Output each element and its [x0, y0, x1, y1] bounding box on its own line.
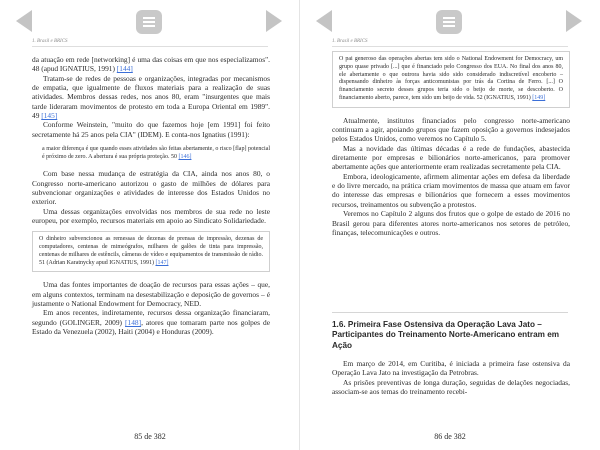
- quote-text: O pai generoso das operações abertas tem sido o National Endowment for Democracy, um grupo quase privado [...] que é financiado pelo Congresso dos EUA. No final dos anos 80, ele abertamente o que outrora havia sido sido considerado indiscretível encoberto – dispensando dinheiro às forças anticomunistas por trás da Cortina de Ferro. [...] O financiamento secreto desses grupos teria sido o beijo de morte, se descoberto. O financiamento aberto, parece, tem sido um beijo de vida. 52 (IGNATIUS, 1991): [339, 56, 563, 101]
- paragraph-text: Tratam-se de redes de pessoas e organizações, integradas por mecanismos de empatia, que igualmente de fluxos materiais para a realização de suas atividades. Membros dessas redes, nos anos 80, eram "insurgentes que mais tarde lideraram movimentos de protesto em toda a Europa Oriental em 1989". 49: [32, 73, 270, 120]
- running-head: 1. Brasil e BRICS: [332, 39, 368, 44]
- block-quote: [32, 146, 270, 162]
- page-number: 85 de 382: [134, 432, 166, 441]
- right-page-body: [332, 51, 570, 247]
- paragraph-text: da atuação em rede [networking] é uma das coisas em que nos especializamos". 48 (apud IGNATIUS, 1991): [32, 55, 270, 74]
- paragraph: Atualmente, institutos financiados pelo congresso norte-americano continuam a agir, apoiando grupos que fazem oposição a governos indesejados pelos Estados Unidos, como veremos no Capítulo 5.: [332, 115, 570, 144]
- paragraph: [32, 308, 270, 336]
- paragraph: [32, 55, 270, 73]
- page-number: 86 de 382: [434, 432, 466, 441]
- paragraph: Com base nessa mudança de estratégia da CIA, ainda nos anos 80, o Congresso norte-americano autorizou o gasto de milhões de dólares para subvencionar organizações e atividades de interesse dos Estados Unidos no exterior.: [32, 169, 270, 207]
- paragraph: Embora, ideologicamente, afirmem alimentar ações em defesa da liberdade e do livre mercado, na prática criam movimentos de massa que atuam em favor do interesse das empresas e bilionários que fornecem a esses movimentos recursos, treinamentos ou subvenção a protestos.: [332, 172, 570, 209]
- left-page-body: [32, 55, 270, 337]
- section-heading: 1.6. Primeira Fase Ostensiva da Operação Lava Jato – Participantes do Treinamento Norte-Americano entram em Ação: [332, 320, 560, 350]
- footnote-link[interactable]: [144]: [116, 64, 133, 74]
- prev-page-arrow-icon[interactable]: [316, 10, 332, 32]
- paragraph: Veremos no Capítulo 2 alguns dos frutos que o golpe de estado de 2016 no Brasil gerou para diferentes atores norte-americanos nos setores de petróleo, finanças, telecomunicações e outros.: [332, 209, 570, 237]
- left-nav-bar: [0, 10, 300, 36]
- quote-text: O dinheiro subvencionou as remessas de dezenas de prensas de impressão, dezenas de computadores, centenas de mimeógrafos, milhares de galões de tinta para impressão, centenas de milhares de estêncils, câmeras de vídeo e equipamentos de transmissão de rádio. 51 (Adrian Karatnycky apud IGNATIUS, 1991): [39, 236, 263, 266]
- block-quote-box: [32, 231, 270, 272]
- paragraph-text: Em anos recentes, indiretamente, recursos dessa organização financiaram, segundo (GOLINGER, 2009): [32, 308, 270, 327]
- footnote-link[interactable]: [147]: [155, 259, 169, 266]
- paragraph: Em março de 2014, em Curitiba, é iniciada a primeira fase ostensiva da Operação Lava Jato na investigação da Petrobras.: [332, 359, 570, 378]
- paragraph-text: , atores que tomaram parte nos golpes de Estado da Venezuela (2002), Haiti (2004) e Honduras (2009).: [32, 317, 270, 336]
- footnote-link[interactable]: [149]: [532, 94, 546, 101]
- block-quote-box: [332, 51, 570, 108]
- footnote-link[interactable]: [146]: [178, 153, 192, 160]
- paragraph: Conforme Weinstein, "muito do que fazemos hoje [em 1991] foi feito secretamente há 25 anos pela CIA" (IDEM). E conta-nos Ignatius (1991):: [32, 120, 270, 139]
- next-page-arrow-icon[interactable]: [266, 10, 282, 32]
- paragraph: Uma dessas organizações envolvidas nos membros de sua rede no leste europeu, por exemplo, recursos materiais em apoio ao Sindicato Solidariedade.: [32, 206, 270, 225]
- paragraph: As prisões preventivas de longa duração, seguidas de delações negociadas, associam-se aos temas do treinamento recebi-: [332, 378, 570, 397]
- prev-page-arrow-icon[interactable]: [16, 10, 32, 32]
- paragraph: [32, 74, 270, 120]
- menu-icon[interactable]: [136, 10, 162, 34]
- next-page-arrow-icon[interactable]: [566, 10, 582, 32]
- right-nav-bar: [300, 10, 600, 36]
- footnote-link[interactable]: [145]: [41, 110, 58, 120]
- right-page-section: [332, 320, 570, 397]
- running-head: 1. Brasil e BRICS: [32, 39, 68, 44]
- section-divider: [332, 312, 568, 313]
- right-page: [300, 0, 600, 450]
- paragraph: Uma das fontes importantes de doação de recursos para essas ações – que, em alguns contextos, terminam na desestabilização e deposição de governos – é justamente o National Endowment for Democracy, NED.: [32, 280, 270, 308]
- paragraph: Mas a novidade das últimas décadas é a rede de fundações, abastecida diretamente por empresas e bilionários norte-americanos, para promover abertamente ações que anteriormente eram realizadas secretamente pela CIA.: [332, 143, 570, 172]
- menu-icon[interactable]: [436, 10, 462, 34]
- footnote-link[interactable]: [148]: [125, 317, 142, 327]
- quote-text: a maior diferença é que quando esses atividades são feitas abertamente, o risco [flap] potencial é próximo de zero. A abertura é sua própria proteção. 50: [42, 145, 270, 160]
